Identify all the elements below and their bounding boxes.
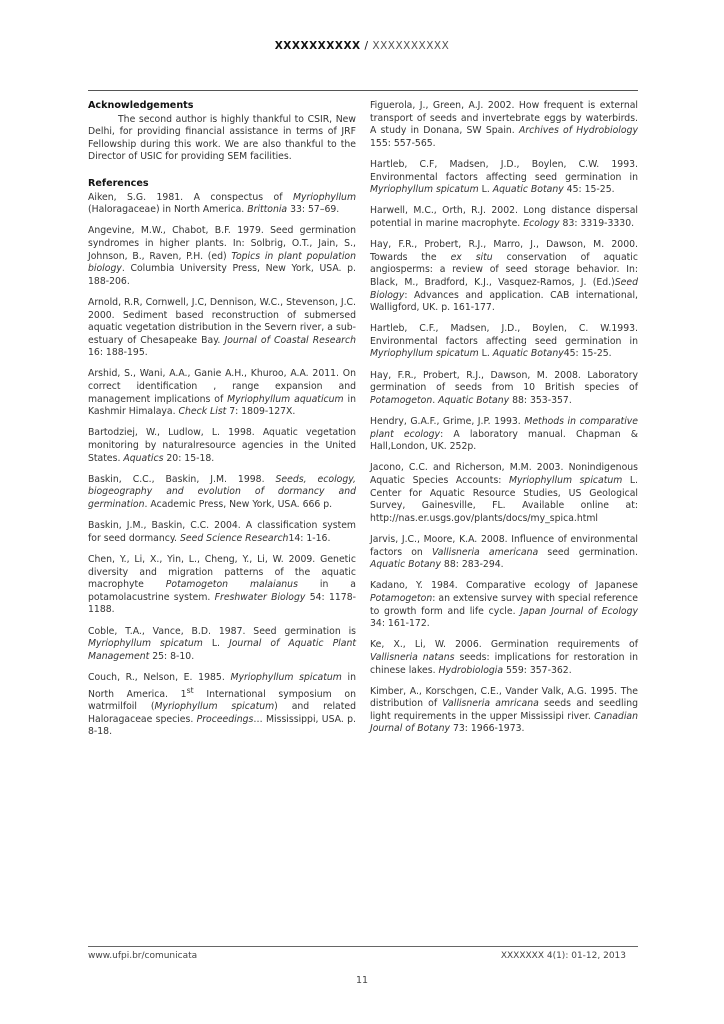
acknowledgements-text: The second author is highly thankful to CSIR, New Delhi, for providing financial assistance in terms of JRF Fellowship during this work. We are also thankful to the Director of USIC for providing SEM facilities. [88,113,356,163]
reference-entry: Hendry, G.A.F., Grime, J.P. 1993. Methods in comparative plant ecology: A laboratory manual. Chapman & Hall,London, UK. 252p. [370,416,638,453]
reference-entry: Hay, F.R., Probert, R.J., Dawson, M. 2008. Laboratory germination of seeds from 10 British species of Potamogeton. Aquatic Botany 88: 353-357. [370,369,638,406]
reference-entry: Hay, F.R., Probert, R.J., Marro, J., Dawson, M. 2000. Towards the ex situ conservation of aquatic angiosperms: a review of seed storage behavior. In: Black, M., Bradford, K.J., Vasquez-Ramos, J. (Ed.)Seed Biology: Advances and application. CAB international, Walligford, UK. p. 161-177. [370,239,638,314]
reference-entry: Ke, X., Li, W. 2006. Germination requirements of Vallisneria natans seeds: implications for restoration in chinese lakes. Hydrobiologia 559: 357-362. [370,639,638,676]
reference-entry: Angevine, M.W., Chabot, B.F. 1979. Seed germination syndromes in higher plants. In: Solbrig, O.T., Jain, S., Johnson, B., Raven, P.H. (ed) Topics in plant population biology. Columbia University Press, New York, USA. p. 188-206. [88,225,356,287]
page-number: 11 [355,975,369,986]
reference-entry: Couch, R., Nelson, E. 1985. Myriophyllum spicatum in North America. 1st International symposium on watrmilfoil (Myriophyllum spicatum) and related Haloragaceae species. Proceedings… Mississippi, USA. p. 8-18. [88,671,356,738]
reference-entry: Jarvis, J.C., Moore, K.A. 2008. Influence of environmental factors on Vallisneria americana seed germination. Aquatic Botany 88: 283-294. [370,533,638,571]
reference-entry: Baskin, J.M., Baskin, C.C. 2004. A classification system for seed dormancy. Seed Science Research14: 1-16. [88,520,356,544]
reference-entry: Harwell, M.C., Orth, R.J. 2002. Long distance dispersal potential in marine macrophyte. Ecology 83: 3319-3330. [370,205,638,229]
left-column [88,100,356,748]
reference-entry: Bartodziej, W., Ludlow, L. 1998. Aquatic vegetation monitoring by naturalresource agencies in the United States. Aquatics 20: 15-18. [88,427,356,464]
footer-rule [88,946,638,947]
reference-entry: Aiken, S.G. 1981. A conspectus of Myriophyllum (Haloragaceae) in North America. Brittonia 33: 57–69. [88,191,356,216]
header-separator: / [360,40,373,52]
reference-list-right [370,100,638,736]
acknowledgements-heading: Acknowledgements [88,100,194,111]
references-heading: References [88,177,149,189]
reference-entry: Baskin, C.C., Baskin, J.M. 1998. Seeds, ecology, biogeography and evolution of dormancy and germination. Academic Press, New York, USA. 666 p. [88,473,356,510]
reference-entry: Hartleb, C.F., Madsen, J.D., Boylen, C. W.1993. Environmental factors affecting seed germination in Myriophyllum spicatum L. Aquatic Botany45: 15-25. [370,323,638,360]
reference-entry: Jacono, C.C. and Richerson, M.M. 2003. Nonindigenous Aquatic Species Accounts: Myriophyllum spicatum L. Center for Aquatic Resource Studies, US Geological Survey, Gainesville, FL. Available online at: http://nas.er.usgs.gov/plants/docs/my_spica.html [370,462,639,524]
footer-citation: XXXXXXX 4(1): 01-12, 2013 [500,951,626,961]
footer-url: www.ufpi.br/comunicata [88,951,198,961]
reference-entry: Arshid, S., Wani, A.A., Ganie A.H., Khuroo, A.A. 2011. On correct identification , range expansion and management implications of Myriophyllum aquaticum in Kashmir Himalaya. Check List 7: 1809-127X. [88,368,356,418]
reference-entry: Kimber, A., Korschgen, C.E., Vander Valk, A.G. 1995. The distribution of Vallisneria amricana seeds and seedling light requirements in the upper Mississipi river. Canadian Journal of Botany 73: 1966-1973. [370,685,639,735]
reference-entry: Chen, Y., Li, X., Yin, L., Cheng, Y., Li, W. 2009. Genetic diversity and migration patterns of the aquatic macrophyte Potamogeton malaianus in a potamolacustrine system. Freshwater Biology 54: 1178-1188. [88,553,356,616]
running-header [0,40,724,52]
right-column [370,100,638,745]
reference-entry: Arnold, R.R, Cornwell, J.C, Dennison, W.C., Stevenson, J.C. 2000. Sediment based reconstruction of submersed aquatic vegetation distribution in the Severn river, a sub-estuary of Chesapeake Bay. Journal of Coastal Research 16: 188-195. [88,296,356,359]
reference-entry: Figuerola, J., Green, A.J. 2002. How frequent is external transport of seeds and invertebrate eggs by waterbirds. A study in Donana, SW Spain. Archives of Hydrobiology 155: 557-565. [370,100,638,149]
reference-list-left [88,192,356,739]
header-title-bold: XXXXXXXXXX [274,40,361,52]
reference-entry: Coble, T.A., Vance, B.D. 1987. Seed germination is Myriophyllum spicatum L. Journal of Aquatic Plant Management 25: 8-10. [88,625,356,662]
header-rule [88,90,638,91]
reference-entry: Kadano, Y. 1984. Comparative ecology of Japanese Potamogeton: an extensive survey with special reference to growth form and life cycle. Japan Journal of Ecology 34: 161-172. [370,580,638,630]
reference-entry: Hartleb, C.F, Madsen, J.D., Boylen, C.W. 1993. Environmental factors affecting seed germination in Myriophyllum spicatum L. Aquatic Botany 45: 15-25. [370,158,638,196]
header-title-light: XXXXXXXXXX [372,40,450,52]
